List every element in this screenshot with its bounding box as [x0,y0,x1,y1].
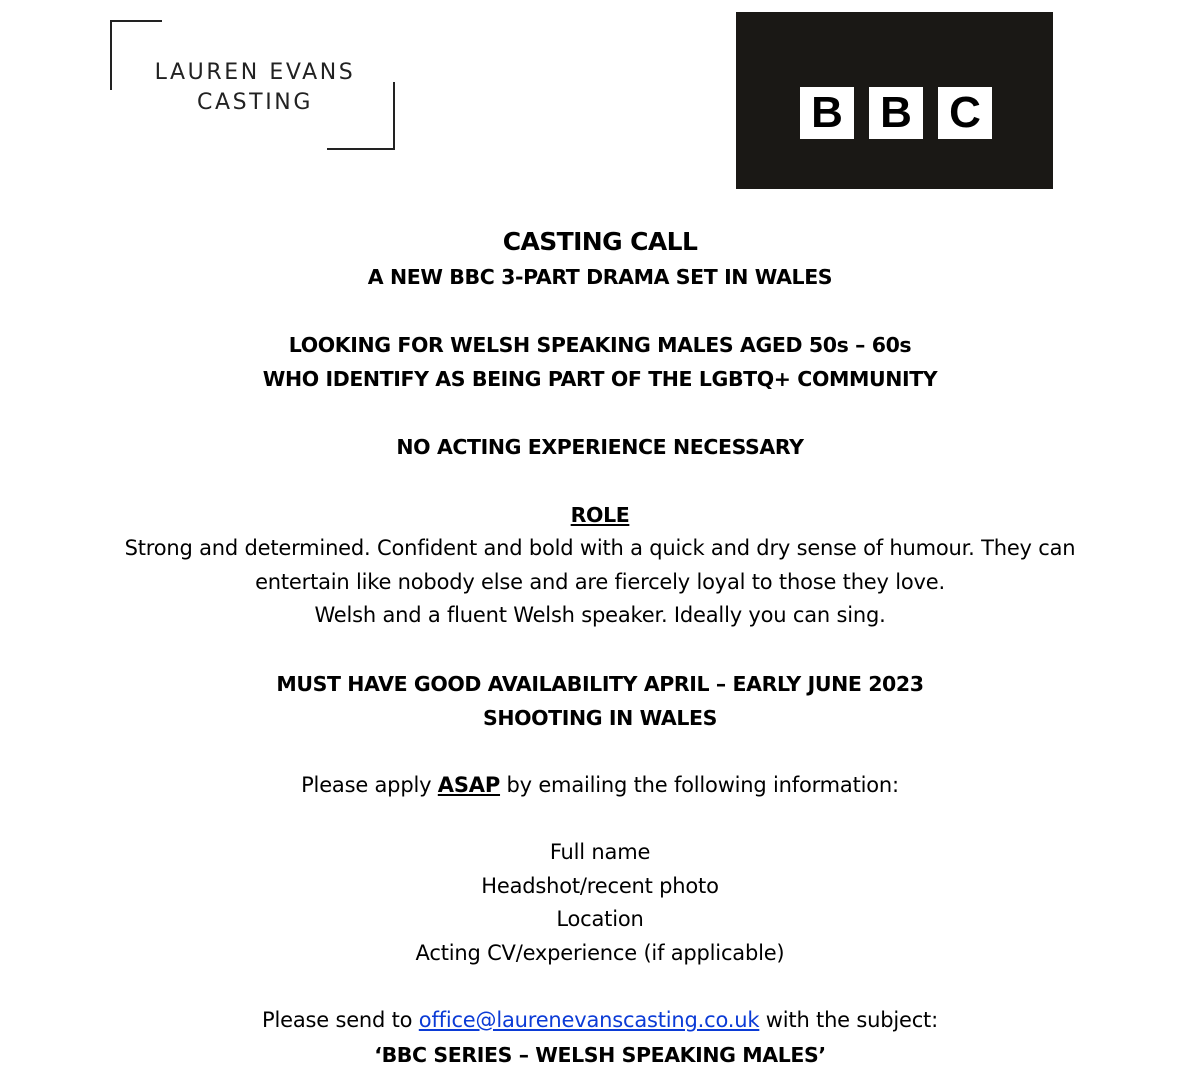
send-prefix: Please send to [262,1008,419,1032]
info-item-acting-cv: Acting CV/experience (if applicable) [415,940,785,965]
document-title: CASTING CALL [502,227,698,256]
info-item-location: Location [556,907,644,931]
role-description-line-2: entertain like nobody else and are fiercely loyal to those they love. [255,569,945,594]
logo-line-1: LAUREN EVANS [154,60,356,85]
bbc-letter-b1: B [800,87,854,139]
bbc-letter-b2: B [869,87,923,139]
looking-for-line-2: WHO IDENTIFY AS BEING PART OF THE LGBTQ+ COMMUNITY [262,367,938,391]
bbc-letter-c: C [938,87,992,139]
apply-prefix: Please apply [301,772,438,797]
availability-line-1: MUST HAVE GOOD AVAILABILITY APRIL – EARLY JUNE 2023 [276,671,924,696]
apply-suffix: by emailing the following information: [500,772,899,797]
logo-line-2: CASTING [196,90,313,115]
bbc-logo [736,12,1053,189]
logo-wordmark [140,58,370,118]
email-subject: ‘BBC SERIES – WELSH SPEAKING MALES’ [374,1042,826,1067]
send-suffix: with the subject: [759,1008,938,1032]
bbc-letter-blocks [800,87,992,139]
document-subtitle: A NEW BBC 3-PART DRAMA SET IN WALES [367,265,833,289]
looking-for-line-1: LOOKING FOR WELSH SPEAKING MALES AGED 50s – 60s [288,333,912,357]
info-item-headshot: Headshot/recent photo [481,873,719,898]
casting-call-document [0,224,1200,1072]
availability-line-2: SHOOTING IN WALES [482,705,717,730]
email-link[interactable]: office@laurenevanscasting.co.uk [418,1008,760,1032]
role-description-line-3: Welsh and a fluent Welsh speaker. Ideally you can sing. [314,603,886,627]
lauren-evans-casting-logo [110,20,395,150]
experience-note: NO ACTING EXPERIENCE NECESSARY [396,435,804,459]
apply-instructions [0,769,1200,803]
send-instructions [0,1004,1200,1038]
role-description-line-1: Strong and determined. Confident and bold with a quick and dry sense of humour. They can [124,536,1076,560]
info-item-full-name: Full name [549,840,651,864]
role-heading: ROLE [570,503,630,527]
apply-asap: ASAP [437,772,501,797]
